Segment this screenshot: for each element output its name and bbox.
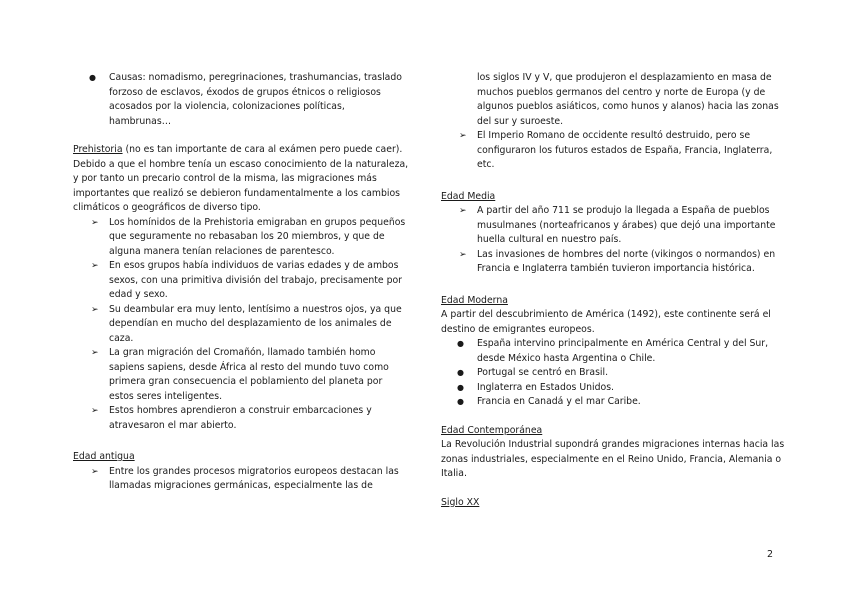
list-item: ➢ Los homínidos de la Prehistoria emigraban en grupos pequeños que seguramente no rebasaban los 20 miembros, y que de alguna manera tenían relaciones de parentesco. xyxy=(91,216,406,257)
list-item: ● Causas: nomadismo, peregrinaciones, trashumancias, traslado forzoso de esclavos, éxodos de grupos étnicos o religiosos acosados por la violencia, colonizaciones políticas, hambrunas… xyxy=(73,71,409,129)
arrow-bullet-icon: ➢ xyxy=(91,217,99,228)
section-heading-edad-contemporanea: Edad Contemporánea xyxy=(441,424,543,436)
contemporanea-title-line xyxy=(441,424,786,439)
list-item: ➢ En esos grupos había individuos de varias edades y de ambos sexos, con una primitiva división del trabajo, precisamente por edad y sexo. xyxy=(91,260,402,300)
arrow-bullet-icon: ➢ xyxy=(91,261,99,271)
section-heading-prehistoria: Prehistoria xyxy=(73,144,123,155)
antigua-list-continued xyxy=(441,71,786,173)
antigua-title-line xyxy=(73,450,409,465)
arrow-bullet-icon: ➢ xyxy=(91,304,99,315)
section-heading-edad-antigua: Edad antigua xyxy=(73,451,135,462)
list-item: ➢ La gran migración del Cromañón, llamado también homo sapiens sapiens, desde África al resto del mundo tuvo como primera gran consecuencia el poblamiento del planeta por estos seres inteligentes. xyxy=(91,347,389,402)
media-title-line xyxy=(441,190,786,205)
list-item: ● Inglaterra en Estados Unidos. xyxy=(441,381,786,396)
arrow-bullet-icon: ➢ xyxy=(459,131,467,141)
media-list xyxy=(441,204,786,277)
siglo-xx-title-line xyxy=(441,496,786,511)
moderna-paragraph: A partir del descubrimiento de América (1492), este continente será el destino de emigrantes europeos. xyxy=(441,309,771,335)
list-item: ➢ A partir del año 711 se produjo la llegada a España de pueblos musulmanes (norteafricanos y árabes) que dejó una importante huella cultural en nuestro país. xyxy=(459,205,776,245)
arrow-bullet-icon: ➢ xyxy=(91,406,99,416)
list-item: ➢ Estos hombres aprendieron a construir embarcaciones y atravesaron el mar abierto. xyxy=(91,405,372,431)
moderna-title-line xyxy=(441,294,786,309)
list-item: ➢ Las invasiones de hombres del norte (vikingos o normandos) en Francia e Inglaterra también tuvieron importancia histórica. xyxy=(459,248,776,274)
section-heading-edad-media: Edad Media xyxy=(441,190,496,202)
list-item: ➢ Entre los grandes procesos migratorios europeos destacan las llamadas migraciones germánicas, especialmente las de xyxy=(91,465,399,491)
prehistoria-title-line xyxy=(73,143,409,158)
right-column xyxy=(441,71,786,510)
causes-list xyxy=(73,71,409,129)
list-item: ● Francia en Canadá y el mar Caribe. xyxy=(441,395,786,410)
arrow-bullet-icon: ➢ xyxy=(91,466,99,477)
prehistoria-paragraph: Debido a que el hombre tenía un escaso conocimiento de la naturaleza, y por tanto un precario control de la misma, las migraciones más importantes que realizó se debieron fundamentalmente a los cambios climáticos o geográficos de diverso tipo. xyxy=(73,158,409,213)
arrow-bullet-icon: ➢ xyxy=(459,206,467,216)
section-heading-edad-moderna: Edad Moderna xyxy=(441,294,508,306)
moderna-list xyxy=(441,337,786,410)
left-column xyxy=(73,71,409,494)
list-item: ➢ Su deambular era muy lento, lentísimo a nuestros ojos, ya que dependían en mucho del desplazamiento de los animales de caza. xyxy=(91,303,402,344)
list-item-continuation: los siglos IV y V, que produjeron el desplazamiento en masa de muchos pueblos germanos del centro y norte de Europa (y de algunos pueblos asiáticos, como hunos y alanos) hacia las zonas del sur y suroeste. xyxy=(477,72,779,127)
arrow-bullet-icon: ➢ xyxy=(91,348,99,358)
prehistoria-list xyxy=(73,216,409,434)
contemporanea-paragraph: La Revolución Industrial supondrá grandes migraciones internas hacia las zonas industriales, especialmente en el Reino Unido, Francia, Alemania o Italia. xyxy=(441,439,785,479)
arrow-bullet-icon: ➢ xyxy=(459,249,467,260)
list-item: ● España intervino principalmente en América Central y del Sur, desde México hasta Argentina o Chile. xyxy=(441,337,786,366)
page-number: 2 xyxy=(767,549,774,560)
antigua-list xyxy=(73,465,409,494)
list-item: ● Portugal se centró en Brasil. xyxy=(441,366,786,381)
section-heading-siglo-xx: Siglo XX xyxy=(441,496,480,508)
prehistoria-note: (no es tan importante de cara al exámen pero puede caer). xyxy=(122,144,403,155)
list-item: ➢ El Imperio Romano de occidente resultó destruido, pero se configuraron los futuros estados de España, Francia, Inglaterra, etc. xyxy=(459,130,773,170)
